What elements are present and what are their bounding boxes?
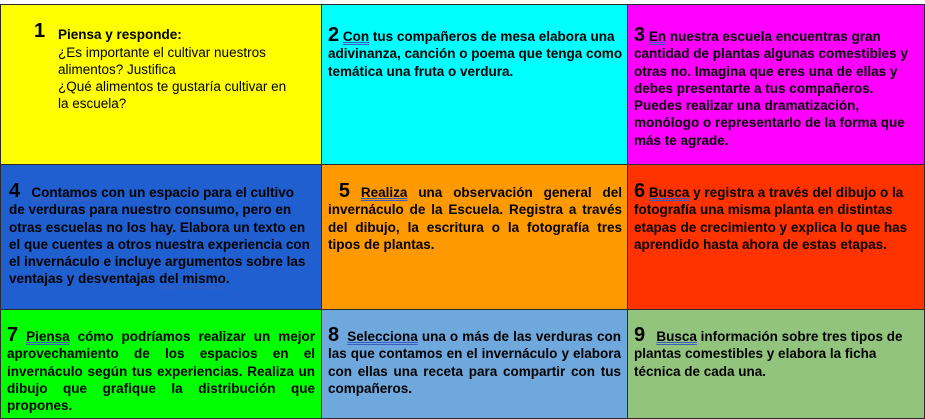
- activity-number: 4: [9, 180, 21, 202]
- activity-number: 2: [328, 24, 340, 46]
- activity-line: y registra a través del dibujo o la: [689, 185, 904, 200]
- activity-number: 7: [7, 324, 19, 346]
- activity-text: [328, 25, 623, 80]
- activity-body: cómo podríamos realizar un mejor aprovechamiento de los espacios en el invernáculo según tus experiencias. Realiza un dibujo que grafique la distribución que propones.: [7, 329, 315, 414]
- activity-number: 6: [634, 180, 646, 202]
- activity-card-6: [627, 164, 925, 310]
- activity-card-1: [0, 4, 322, 165]
- activity-line: plantas comestibles y elabora la ficha: [634, 346, 877, 362]
- activity-line: información sobre tres tipos de: [696, 329, 903, 344]
- activity-line: fotografía una misma planta en distintas: [634, 202, 893, 218]
- activity-text: [328, 181, 622, 253]
- activity-keyword: Busca: [648, 185, 690, 200]
- activity-card-8: [321, 309, 628, 419]
- activity-line: cantidad de plantas algunas comestibles y: [634, 46, 908, 62]
- activity-keyword: Busca: [656, 329, 697, 344]
- activity-body-underlined: del mismo: [159, 271, 226, 287]
- activity-line: más te agrade.: [634, 132, 729, 148]
- activity-text: [634, 25, 925, 149]
- activity-card-5: [321, 164, 628, 310]
- activity-title: Piensa y responde:: [58, 27, 182, 42]
- activity-line: etapas de crecimiento y explica lo que has: [634, 219, 908, 235]
- activity-line: aprendido hasta ahora de estas etapas.: [634, 236, 887, 252]
- activity-body: una observación general del invernáculo de la Escuela. Registra a través del dibujo, la escritura o la fotografía tres tipos de plantas.: [328, 185, 622, 252]
- activity-body-end: .: [225, 271, 230, 287]
- activity-keyword: Piensa: [26, 329, 70, 344]
- question-line: la escuela?: [58, 96, 127, 111]
- activity-keyword: En: [648, 29, 667, 44]
- activity-card-2: [321, 4, 628, 165]
- activity-number: 9: [634, 324, 646, 346]
- activity-body: con un espacio para el cultivo de verduras para nuestro consumo, pero en otras escuelas no los hay. Elabora un texto en el que cuentes a otros nuestra experiencia con el invernáculo e incluye argumentos sobre las ventajas y desventajas: [9, 185, 310, 287]
- question-line: ¿Qué alimentos te gustaría cultivar en: [58, 79, 287, 94]
- activity-number: 5: [338, 180, 351, 202]
- activity-keyword: Con: [342, 29, 370, 44]
- activity-text: [634, 325, 925, 380]
- activity-line: monólogo o representarlo de la forma que: [634, 115, 905, 131]
- activities-grid: [0, 4, 925, 419]
- activity-text: [634, 181, 925, 253]
- activity-line: nuestra escuela encuentras gran: [666, 29, 881, 44]
- activity-text: [7, 325, 315, 414]
- activity-keyword: Selecciona: [347, 329, 418, 344]
- activity-line: otras no. Imagina que eres una de ellas y: [634, 63, 898, 79]
- activity-card-3: [627, 4, 925, 165]
- activity-number: 8: [328, 324, 340, 346]
- activity-text: [9, 181, 311, 288]
- activity-keyword: Realiza: [360, 185, 408, 200]
- activity-line: Puedes realizar una dramatización,: [634, 98, 860, 114]
- activity-body: una o más de las verduras con las que contamos en el invernáculo y elabora con ellas una receta para compartir con tus compañeros.: [328, 329, 621, 396]
- activity-questions: [58, 44, 308, 112]
- activity-card-9: [627, 309, 925, 419]
- activity-line: técnica de cada una.: [634, 363, 767, 379]
- activity-body: tus compañeros de mesa elabora una adivinanza, canción o poema que tenga como temática una fruta o verdura.: [328, 29, 623, 79]
- activity-number: 1: [34, 20, 46, 42]
- activity-card-7: [0, 309, 322, 419]
- activity-line: debes presentarte a tus compañeros.: [634, 80, 874, 96]
- activity-keyword: Contamos: [31, 185, 98, 200]
- activity-number: 3: [634, 24, 646, 46]
- question-line: alimentos? Justifica: [58, 62, 176, 77]
- activity-text: [328, 325, 621, 397]
- question-line: ¿Es importante el cultivar nuestros: [58, 45, 266, 60]
- activity-card-4: [0, 164, 322, 310]
